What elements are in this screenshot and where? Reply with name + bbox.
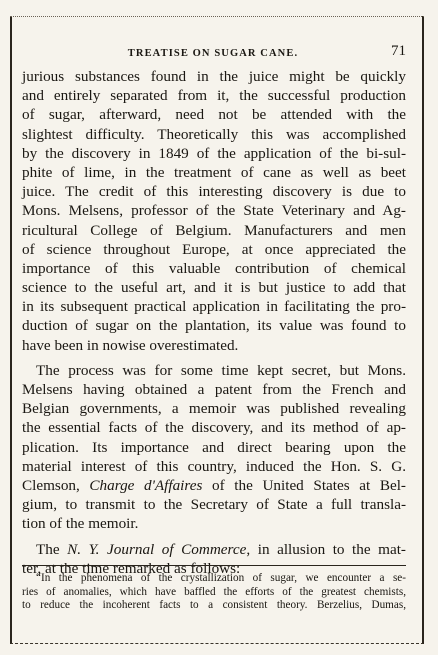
text-line: of science throughout Europe, at once appreciated the bbox=[22, 240, 406, 258]
footnote-line: “In the phenomena of the crystallization of sugar, we encounter a se- bbox=[36, 572, 406, 584]
text-line: importance of this valuable contribution of chemical bbox=[22, 259, 406, 277]
text-line bbox=[22, 540, 406, 559]
text-line: of sugar, afterward, need not be attended with the bbox=[22, 106, 406, 124]
text-line: plication. Its importance and direct bearing upon the bbox=[22, 438, 406, 456]
text-line: ricultural College of Belgium. Manufacturers and men bbox=[22, 221, 406, 239]
footnote-rule bbox=[22, 565, 406, 566]
top-edge-rule bbox=[10, 16, 424, 17]
italic-phrase: Charge d'Affaires bbox=[89, 476, 203, 494]
text-line: the essential facts of the discovery, and its method of ap- bbox=[22, 419, 406, 437]
text-line: by the discovery in 1849 of the application of the bi-sul- bbox=[22, 144, 406, 162]
text-line: duction of sugar on the plantation, its value was found to bbox=[22, 317, 406, 335]
text-line: in its subsequent practical application in facilitating the pro- bbox=[22, 298, 406, 316]
text-line: material interest of this country, induced the Hon. S. G. bbox=[22, 457, 406, 475]
text-line: phite of lime, in the treatment of cane as well as beet bbox=[22, 163, 406, 181]
running-head bbox=[20, 43, 406, 62]
text-line: have been in nowise overestimated. bbox=[22, 336, 239, 354]
text-line: gium, to transmit to the Secretary of State a full transla- bbox=[22, 496, 406, 514]
text-line: Mons. Melsens, professor of the State Veterinary and Ag- bbox=[22, 202, 406, 220]
text-segment: The bbox=[36, 540, 68, 558]
text-line: Belgian governments, a memoir was published revealing bbox=[22, 400, 406, 418]
text-line: The process was for some time kept secret, but Mons. bbox=[36, 361, 406, 379]
text-line: Melsens having obtained a patent from the French and bbox=[22, 381, 406, 398]
text-line bbox=[22, 476, 406, 495]
text-line: slightest difficulty. Theoretically this was accomplished bbox=[22, 125, 406, 143]
footnote-line: ries of anomalies, which have baffled the efforts of the greatest chemists, bbox=[22, 585, 406, 598]
footnote-line: to reduce the incoherent facts to a consistent theory. Berzelius, Dumas, bbox=[22, 599, 406, 611]
text-line: and entirely separated from it, the successful production bbox=[22, 87, 406, 105]
text-line: tion of the memoir. bbox=[22, 515, 139, 533]
italic-phrase: N. Y. Journal of Commerce bbox=[67, 540, 247, 558]
text-line: ter, at the time remarked as follows: bbox=[22, 559, 241, 577]
text-segment: , in allusion to the mat- bbox=[246, 540, 406, 558]
text-line: science to the useful art, and it is but justice to add that bbox=[22, 279, 406, 297]
running-title: TREATISE ON SUGAR CANE. bbox=[127, 48, 299, 59]
body-text bbox=[22, 67, 406, 578]
text-segment: of the United States at Bel- bbox=[202, 476, 406, 494]
text-segment: Clemson, bbox=[22, 476, 90, 494]
page-number: 71 bbox=[391, 43, 406, 59]
text-line: juice. The credit of this interesting discovery is due to bbox=[22, 183, 406, 201]
text-line: jurious substances found in the juice might be quickly bbox=[22, 68, 406, 85]
footnote bbox=[22, 572, 406, 613]
